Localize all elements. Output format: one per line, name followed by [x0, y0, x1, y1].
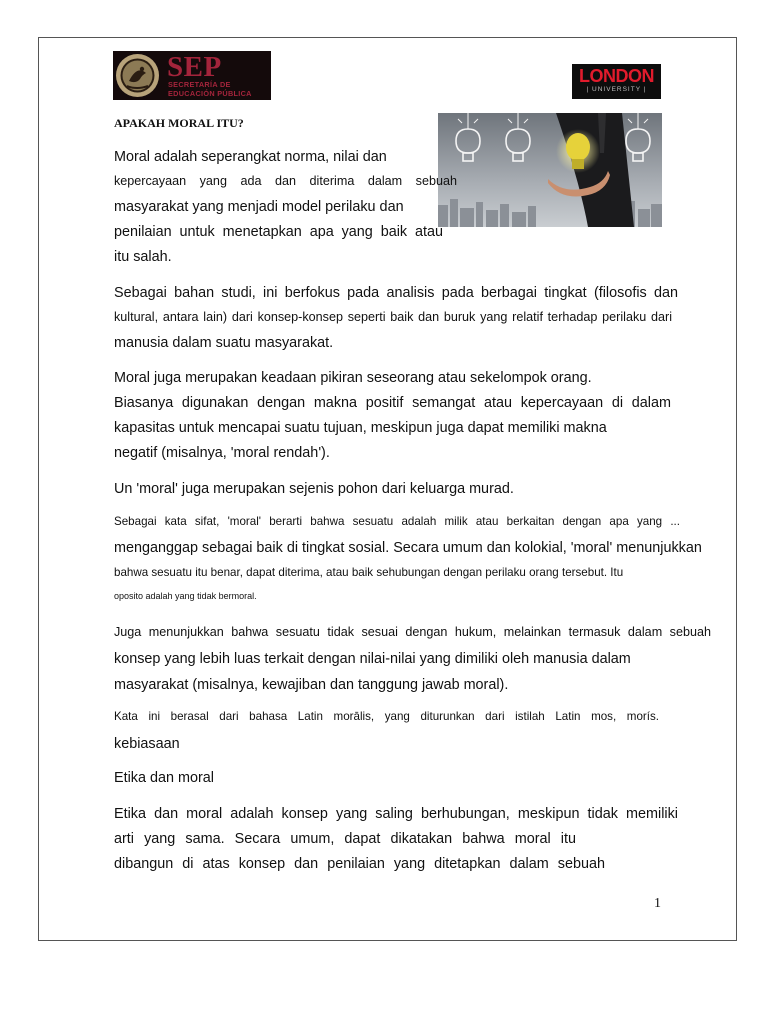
document-title: APAKAH MORAL ITU? [114, 116, 244, 130]
paragraph-6-line-1: Juga menunjukkan bahwa sesuatu tidak sesuai dengan hukum, melainkan termasuk dalam sebuah [114, 625, 711, 639]
paragraph-8-line-3: dibangun di atas konsep dan penilaian yang ditetapkan dalam sebuah [114, 856, 605, 872]
paragraph-5-line-2: menganggap sebagai baik di tingkat sosial. Secara umum dan kolokial, 'moral' menunjukkan [114, 540, 702, 556]
page-number: 1 [654, 896, 661, 911]
paragraph-5-line-3: bahwa sesuatu itu benar, dapat diterima, atau baik sehubungan dengan perilaku orang tersebut. Itu [114, 566, 624, 579]
sep-wordmark: SEP [167, 51, 222, 83]
paragraph-3-line-2: Biasanya digunakan dengan makna positif semangat atau kepercayaan di dalam [114, 395, 671, 411]
paragraph-6-line-3: masyarakat (misalnya, kewajiban dan tanggung jawab moral). [114, 677, 509, 693]
paragraph-6-line-2: konsep yang lebih luas terkait dengan nilai-nilai yang dimiliki oleh manusia dalam [114, 651, 631, 667]
london-subtitle: | UNIVERSITY | [586, 86, 647, 93]
paragraph-4-line-1: Un 'moral' juga merupakan sejenis pohon dari keluarga murad. [114, 481, 514, 497]
paragraph-2-line-2: kultural, antara lain) dari konsep-konsep seperti baik dan buruk yang relatif terhadap perilaku dari [114, 310, 672, 324]
sep-subtitle [168, 81, 252, 98]
sep-logo [113, 51, 271, 100]
paragraph-1-line-3: masyarakat yang menjadi model perilaku dan [114, 199, 404, 215]
sep-subtitle-line-2: EDUCACIÓN PÚBLICA [168, 88, 252, 98]
paragraph-5-line-1: Sebagai kata sifat, 'moral' berarti bahwa sesuatu adalah milik atau berkaitan dengan apa yang ... [114, 515, 680, 528]
london-wordmark: LONDON [579, 66, 654, 86]
paragraph-7-line-2: kebiasaan [114, 736, 180, 752]
paragraph-1-line-2: kepercayaan yang ada dan diterima dalam sebuah [114, 174, 457, 188]
sep-subtitle-line-1: SECRETARÍA DE [168, 80, 231, 89]
paragraph-1-line-1: Moral adalah seperangkat norma, nilai dan [114, 149, 387, 165]
light-bulbs-hand-icon [438, 113, 662, 227]
paragraph-5-line-4: oposito adalah yang tidak bermoral. [114, 591, 257, 601]
paragraph-8-line-1: Etika dan moral adalah konsep yang saling berhubungan, meskipun tidak memiliki [114, 806, 678, 822]
london-university-logo [572, 64, 661, 99]
light-bulbs-image [438, 113, 662, 227]
section-heading-etika-dan-moral: Etika dan moral [114, 770, 214, 786]
paragraph-7-line-1: Kata ini berasal dari bahasa Latin morālis, yang diturunkan dari istilah Latin mos, morís. [114, 710, 659, 723]
paragraph-8-line-2: arti yang sama. Secara umum, dapat dikatakan bahwa moral itu [114, 831, 576, 847]
paragraph-1-line-5: itu salah. [114, 249, 172, 265]
paragraph-3-line-1: Moral juga merupakan keadaan pikiran seseorang atau sekelompok orang. [114, 370, 592, 386]
paragraph-2-line-1: Sebagai bahan studi, ini berfokus pada analisis pada berbagai tingkat (filosofis dan [114, 285, 678, 301]
mexican-seal-icon [115, 53, 160, 98]
paragraph-3-line-3: kapasitas untuk mencapai suatu tujuan, meskipun juga dapat memiliki makna [114, 420, 607, 436]
paragraph-1-line-4: penilaian untuk menetapkan apa yang baik atau [114, 224, 443, 240]
paragraph-3-line-4: negatif (misalnya, 'moral rendah'). [114, 445, 330, 461]
paragraph-2-line-3: manusia dalam suatu masyarakat. [114, 335, 334, 351]
